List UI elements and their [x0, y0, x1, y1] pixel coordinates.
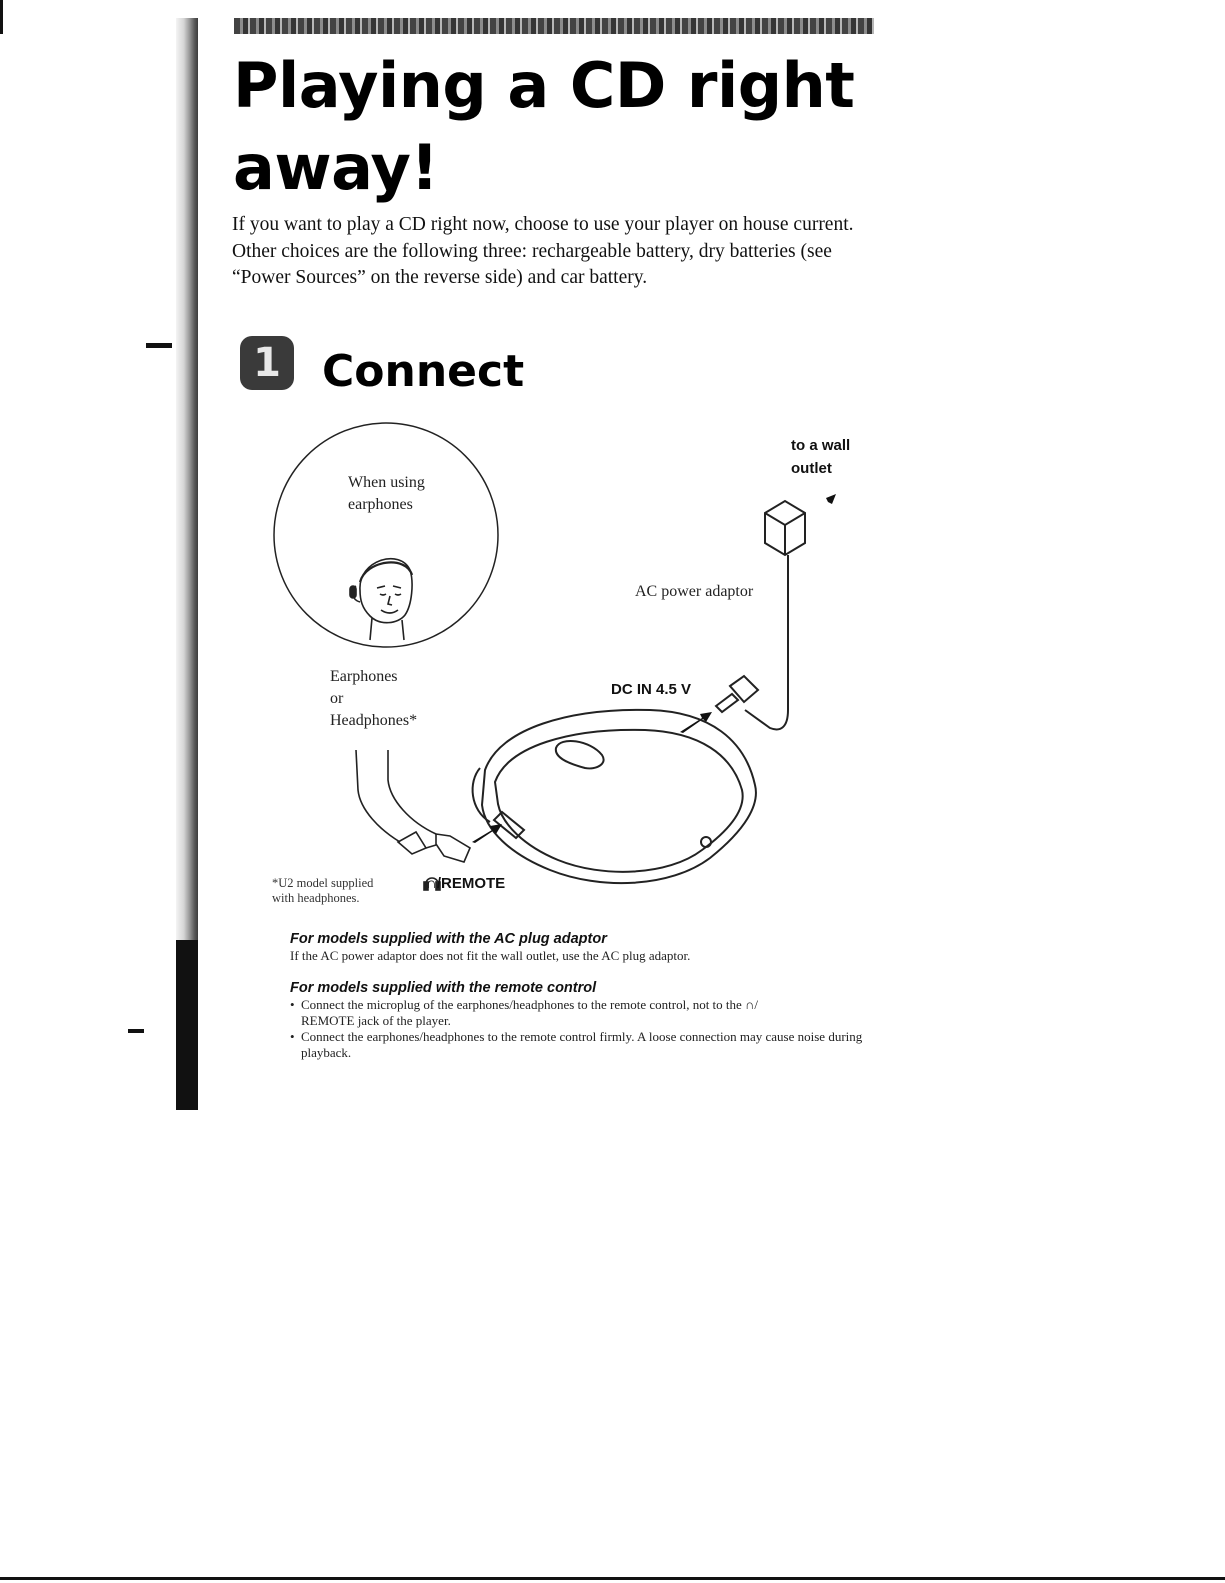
bullet-icon: • — [290, 997, 295, 1012]
earphones-label — [330, 666, 417, 732]
note-title: For models supplied with the remote control — [290, 980, 597, 996]
earphones-label-line2: or — [330, 690, 344, 707]
arrow-icon — [812, 494, 836, 520]
list-item — [290, 1029, 870, 1061]
earphone-callout — [274, 423, 498, 647]
wall-outlet-label-line2: outlet — [791, 460, 832, 477]
note-remote-control — [290, 979, 870, 1061]
note-title: For models supplied with the AC plug adaptor — [290, 931, 607, 947]
intro-paragraph: If you want to play a CD right now, choose to use your player on house current. Other choices are the following three: rechargeable battery, dry batteries (see “Power Sources” on the reverse side) and car battery. — [232, 214, 854, 288]
note-body: If the AC power adaptor does not fit the wall outlet, use the AC plug adaptor. — [290, 948, 691, 963]
note-bullet-list — [290, 997, 870, 1061]
header-decorative-bar — [234, 18, 874, 34]
page-title-line2: away! — [233, 131, 439, 204]
model-footnote — [272, 876, 373, 906]
crop-mark — [146, 343, 172, 348]
section-title: Connect — [322, 346, 525, 397]
crop-mark — [128, 1029, 144, 1033]
connection-diagram — [240, 410, 880, 920]
page-title-line1: Playing a CD right — [233, 49, 855, 122]
list-item — [290, 997, 870, 1029]
face-illustration — [350, 559, 412, 640]
step-number-badge: 1 — [240, 336, 294, 390]
cd-player-icon — [473, 710, 756, 883]
list-item-text-tail: REMOTE jack of the player. — [301, 1013, 451, 1028]
dc-in-label: DC IN 4.5 V — [611, 681, 692, 698]
headphone-icon: ∩/ — [745, 997, 759, 1012]
earphones-label-line1: Earphones — [330, 668, 398, 685]
dc-plug-icon — [716, 676, 758, 712]
list-item-text: Connect the microplug of the earphones/headphones to the remote control, not to the — [301, 997, 742, 1012]
wall-outlet-label — [791, 434, 850, 480]
remote-jack-text: /REMOTE — [436, 875, 506, 892]
earphones-label-line3: Headphones* — [330, 712, 418, 729]
headphone-icon: ∩ — [426, 875, 437, 892]
callout-label — [348, 472, 425, 516]
model-footnote-line2: with headphones. — [272, 891, 360, 905]
note-ac-plug-adaptor — [290, 930, 870, 964]
callout-label-line2: earphones — [348, 496, 413, 513]
page-title — [233, 45, 933, 209]
crop-mark — [0, 1577, 1225, 1580]
arrow-icon — [472, 824, 502, 843]
ac-adaptor-label: AC power adaptor — [635, 583, 754, 600]
model-footnote-line1: *U2 model supplied — [272, 876, 374, 890]
crop-mark — [0, 0, 3, 34]
wall-outlet-label-line1: to a wall — [791, 437, 851, 454]
callout-label-line1: When using — [348, 474, 425, 491]
notes-section — [290, 930, 870, 1076]
bullet-icon: • — [290, 1029, 295, 1044]
list-item-text: Connect the earphones/headphones to the remote control firmly. A loose connection may cause noise during playback. — [301, 1029, 863, 1060]
remote-jack-label — [426, 872, 505, 895]
earphone-plug-icon — [356, 750, 470, 862]
binding-shadow-dark — [176, 940, 198, 1110]
ac-adaptor-icon — [745, 501, 805, 729]
